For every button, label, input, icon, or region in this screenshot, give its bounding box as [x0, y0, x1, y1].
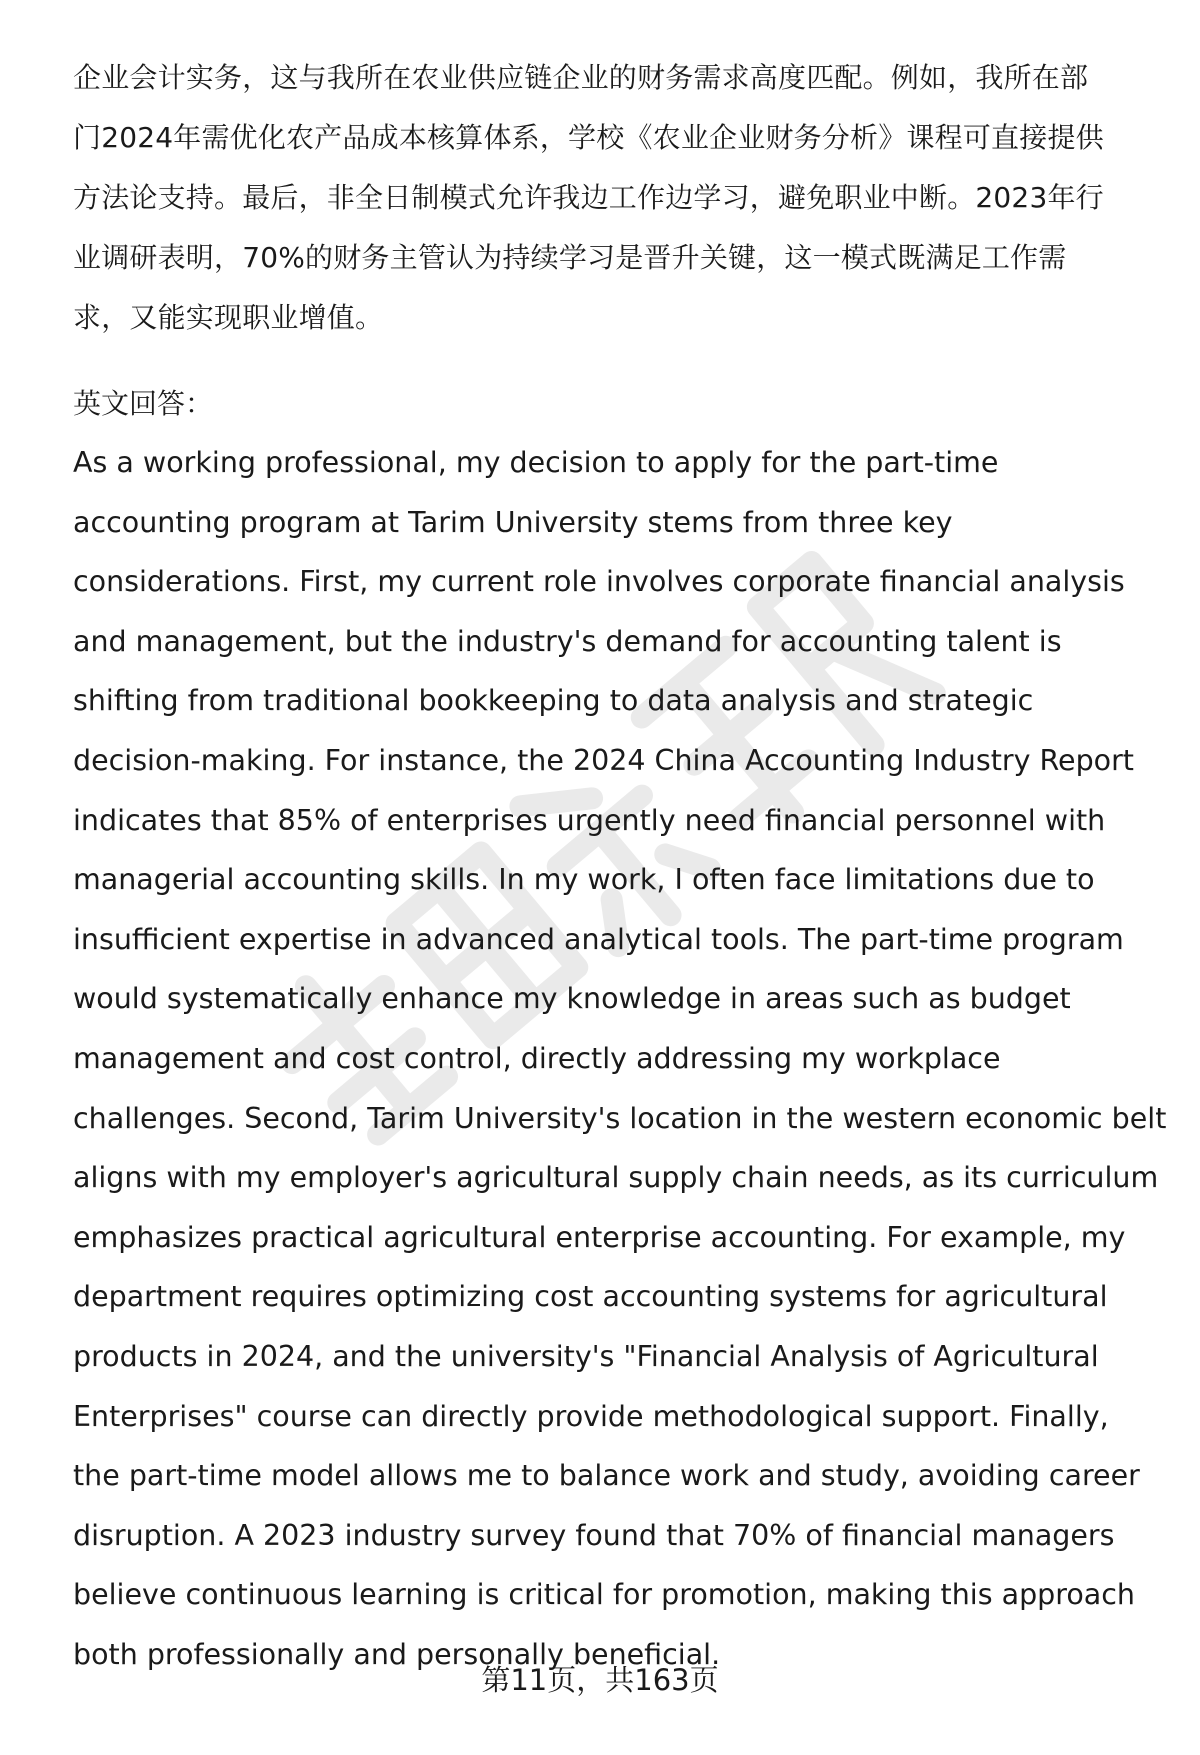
- text-line: shifting from traditional bookkeeping to data analysis and strategic: [73, 684, 1034, 718]
- text-line: department requires optimizing cost accounting systems for agricultural: [73, 1280, 1108, 1314]
- text-line: and management, but the industry's demand for accounting talent is: [73, 624, 1062, 658]
- text-line: 方法论支持。最后，非全日制模式允许我边工作边学习，避免职业中断。2023年行: [73, 181, 1104, 214]
- text-line: 企业会计实务，这与我所在农业供应链企业的财务需求高度匹配。例如，我所在部: [73, 61, 1089, 94]
- text-line: the part-time model allows me to balance work and study, avoiding career: [73, 1459, 1140, 1493]
- text-line: would systematically enhance my knowledge in areas such as budget: [73, 982, 1071, 1016]
- text-line: Enterprises" course can directly provide methodological support. Finally,: [73, 1399, 1109, 1433]
- text-line: decision-making. For instance, the 2024 China Accounting Industry Report: [73, 743, 1134, 777]
- text-line: 求，又能实现职业增值。: [73, 301, 384, 334]
- text-line: 门2024年需优化农产品成本核算体系，学校《农业企业财务分析》课程可直接提供: [73, 121, 1104, 154]
- text-line: considerations. First, my current role involves corporate financial analysis: [73, 565, 1125, 599]
- text-line: both professionally and personally beneficial.: [73, 1637, 721, 1671]
- text-line: managerial accounting skills. In my work, I often face limitations due to: [73, 863, 1095, 897]
- text-line: challenges. Second, Tarim University's location in the western economic belt: [73, 1101, 1167, 1135]
- text-line: insufficient expertise in advanced analytical tools. The part-time program: [73, 922, 1124, 956]
- text-line: believe continuous learning is critical for promotion, making this approach: [73, 1578, 1135, 1612]
- text-line: emphasizes practical agricultural enterprise accounting. For example, my: [73, 1220, 1126, 1254]
- text-line: aligns with my employer's agricultural supply chain needs, as its curriculum: [73, 1161, 1159, 1195]
- content-area: [73, 48, 1167, 1684]
- text-line: products in 2024, and the university's "Financial Analysis of Agricultural: [73, 1339, 1099, 1373]
- text-line: 业调研表明，70%的财务主管认为持续学习是晋升关键，这一模式既满足工作需: [73, 241, 1067, 274]
- text-line: As a working professional, my decision to apply for the part-time: [73, 446, 999, 479]
- chinese-answer-paragraph: [73, 48, 1158, 348]
- text-line: indicates that 85% of enterprises urgently need financial personnel with: [73, 803, 1106, 837]
- text-line: management and cost control, directly addressing my workplace: [73, 1041, 1001, 1075]
- english-answer-paragraph: [73, 433, 1167, 1684]
- english-answer-heading: 英文回答：: [73, 387, 214, 420]
- text-line: accounting program at Tarim University stems from three key: [73, 505, 953, 539]
- page-number-footer: 第11页，共163页: [481, 1663, 719, 1697]
- text-line: disruption. A 2023 industry survey found that 70% of financial managers: [73, 1518, 1115, 1552]
